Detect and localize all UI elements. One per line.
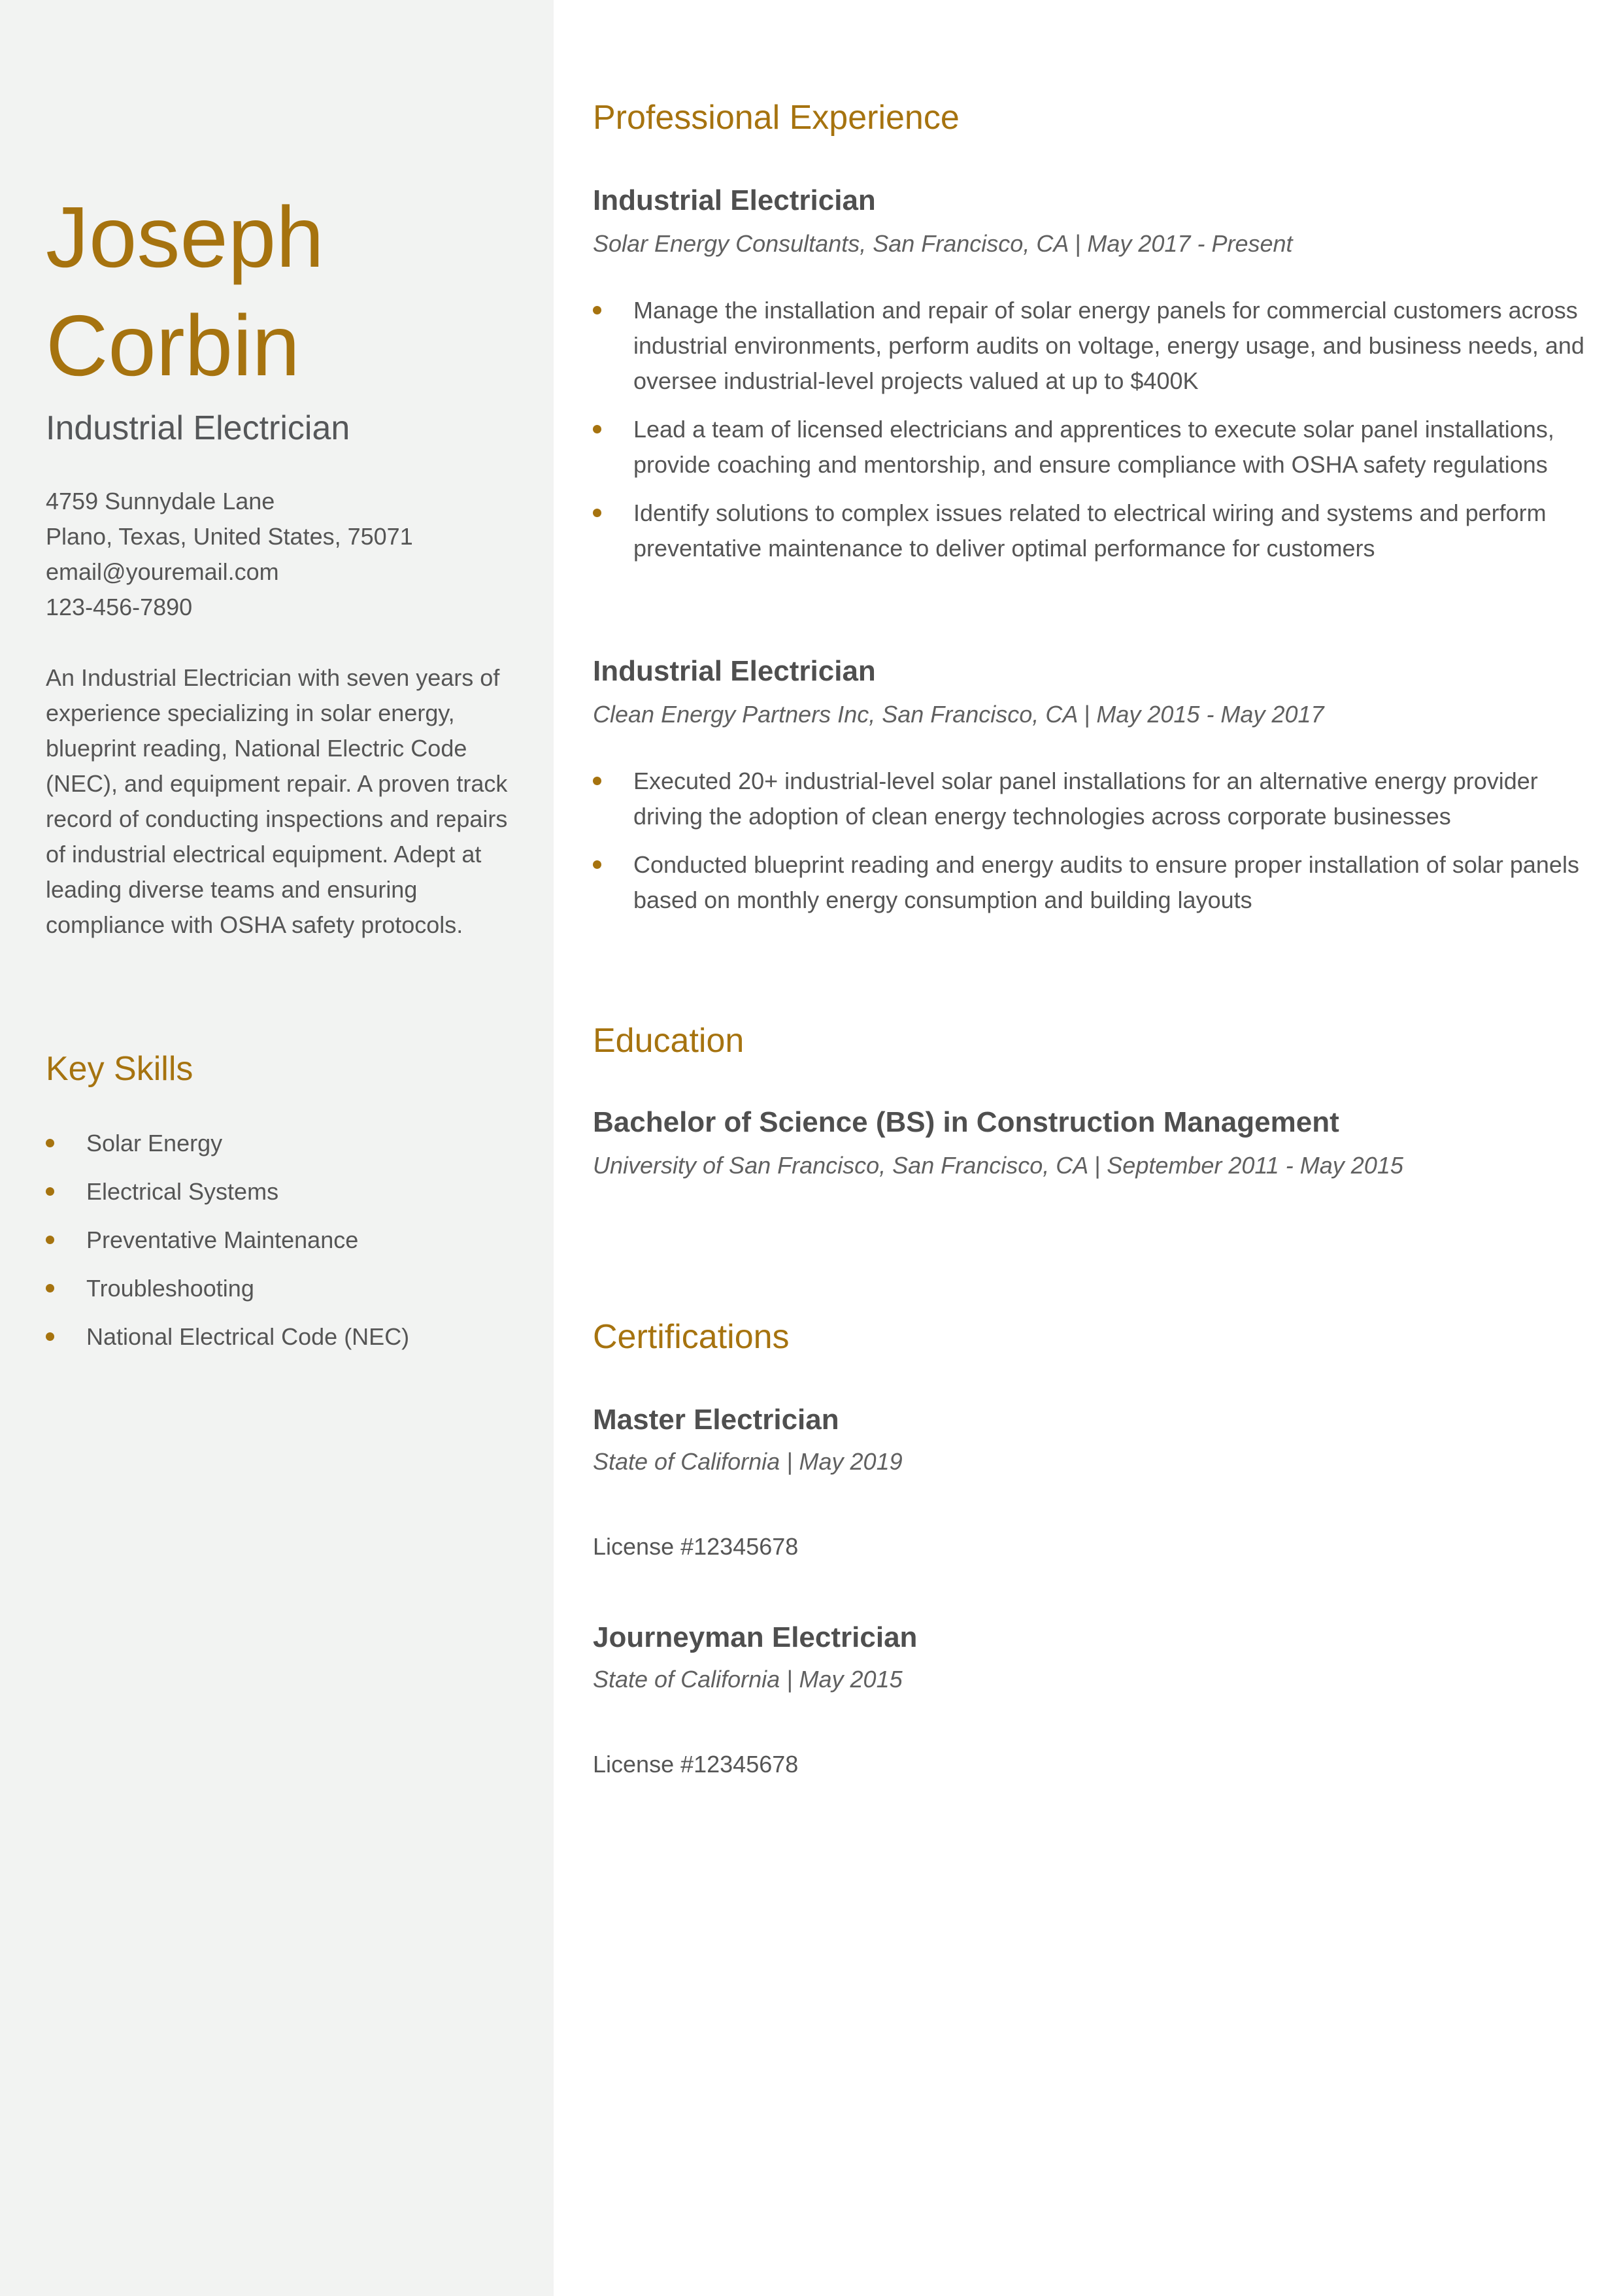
candidate-name xyxy=(46,183,529,400)
bullet-icon xyxy=(593,777,601,785)
job-bullet-text: Manage the installation and repair of solar energy panels for commercial customers across industrial environments, perform audits on voltage, energy usage, and business needs, and oversee industrial-level projects valued at up to $400K xyxy=(633,297,1584,394)
job-bullet xyxy=(593,496,1599,566)
job-bullet xyxy=(593,412,1599,482)
job-1-meta: Solar Energy Consultants, San Francisco, CA | May 2017 - Present xyxy=(593,230,1293,257)
job-bullet xyxy=(593,847,1599,918)
skill-label: Solar Energy xyxy=(86,1130,223,1156)
cert-1-meta: State of California | May 2019 xyxy=(593,1448,903,1475)
job-bullet xyxy=(593,293,1599,399)
experience-heading: Professional Experience xyxy=(593,99,960,137)
bullet-icon xyxy=(593,860,601,869)
job-2-title: Industrial Electrician xyxy=(593,655,876,687)
skill-label: Troubleshooting xyxy=(86,1275,254,1302)
cert-1-title: Master Electrician xyxy=(593,1404,839,1436)
skill-label: Electrical Systems xyxy=(86,1178,279,1205)
bullet-icon xyxy=(593,306,601,314)
skills-heading: Key Skills xyxy=(46,1050,193,1088)
skill-item xyxy=(46,1174,529,1223)
skill-item xyxy=(46,1126,529,1174)
address-line-1: 4759 Sunnydale Lane xyxy=(46,488,275,515)
job-bullet xyxy=(593,764,1599,834)
address-line-2: Plano, Texas, United States, 75071 xyxy=(46,523,413,550)
cert-2-license: License #12345678 xyxy=(593,1751,799,1778)
last-name: Corbin xyxy=(46,297,300,394)
job-bullet-text: Identify solutions to complex issues related to electrical wiring and systems and perform preventative maintenance to deliver optimal performance for customers xyxy=(633,499,1547,562)
bullet-icon xyxy=(593,509,601,517)
bullet-icon xyxy=(46,1284,54,1292)
skill-item xyxy=(46,1271,529,1319)
education-meta: University of San Francisco, San Francisco, CA | September 2011 - May 2015 xyxy=(593,1152,1403,1179)
job-bullet-text: Executed 20+ industrial-level solar panel installations for an alternative energy provider driving the adoption of clean energy technologies across corporate businesses xyxy=(633,768,1538,830)
job-bullet-text: Lead a team of licensed electricians and apprentices to execute solar panel installations, provide coaching and mentorship, and ensure compliance with OSHA safety regulations xyxy=(633,416,1554,478)
education-heading: Education xyxy=(593,1022,745,1060)
bullet-icon xyxy=(46,1187,54,1196)
certifications-heading: Certifications xyxy=(593,1318,790,1356)
job-2-meta: Clean Energy Partners Inc, San Francisco, CA | May 2015 - May 2017 xyxy=(593,701,1324,728)
summary: An Industrial Electrician with seven years of experience specializing in solar energy, blueprint reading, National Electric Code (NEC), and equipment repair. A proven track record of conducting inspections and repairs of industrial electrical equipment. Adept at leading diverse teams and ensuring compliance with OSHA safety protocols. xyxy=(46,664,508,938)
first-name: Joseph xyxy=(46,189,324,285)
bullet-icon xyxy=(46,1139,54,1147)
cert-2-meta: State of California | May 2015 xyxy=(593,1666,903,1693)
skills-list xyxy=(46,1126,529,1368)
job-title-headline: Industrial Electrician xyxy=(46,409,350,447)
cert-2-title: Journeyman Electrician xyxy=(593,1621,918,1653)
main-content xyxy=(554,0,1623,2296)
phone: 123-456-7890 xyxy=(46,594,193,620)
email: email@youremail.com xyxy=(46,558,279,585)
job-bullet-text: Conducted blueprint reading and energy audits to ensure proper installation of solar panels based on monthly energy consumption and building layouts xyxy=(633,851,1579,913)
job-2-bullets xyxy=(593,764,1599,931)
skill-label: Preventative Maintenance xyxy=(86,1226,359,1253)
bullet-icon xyxy=(593,425,601,433)
bullet-icon xyxy=(46,1236,54,1244)
skill-item xyxy=(46,1223,529,1271)
education-degree: Bachelor of Science (BS) in Construction Management xyxy=(593,1106,1339,1138)
cert-1-license: License #12345678 xyxy=(593,1533,799,1560)
job-1-title: Industrial Electrician xyxy=(593,184,876,216)
contact-block xyxy=(46,484,529,625)
skill-label: National Electrical Code (NEC) xyxy=(86,1323,410,1350)
job-1-bullets xyxy=(593,293,1599,579)
skill-item xyxy=(46,1319,529,1368)
sidebar xyxy=(0,0,554,2296)
bullet-icon xyxy=(46,1332,54,1341)
